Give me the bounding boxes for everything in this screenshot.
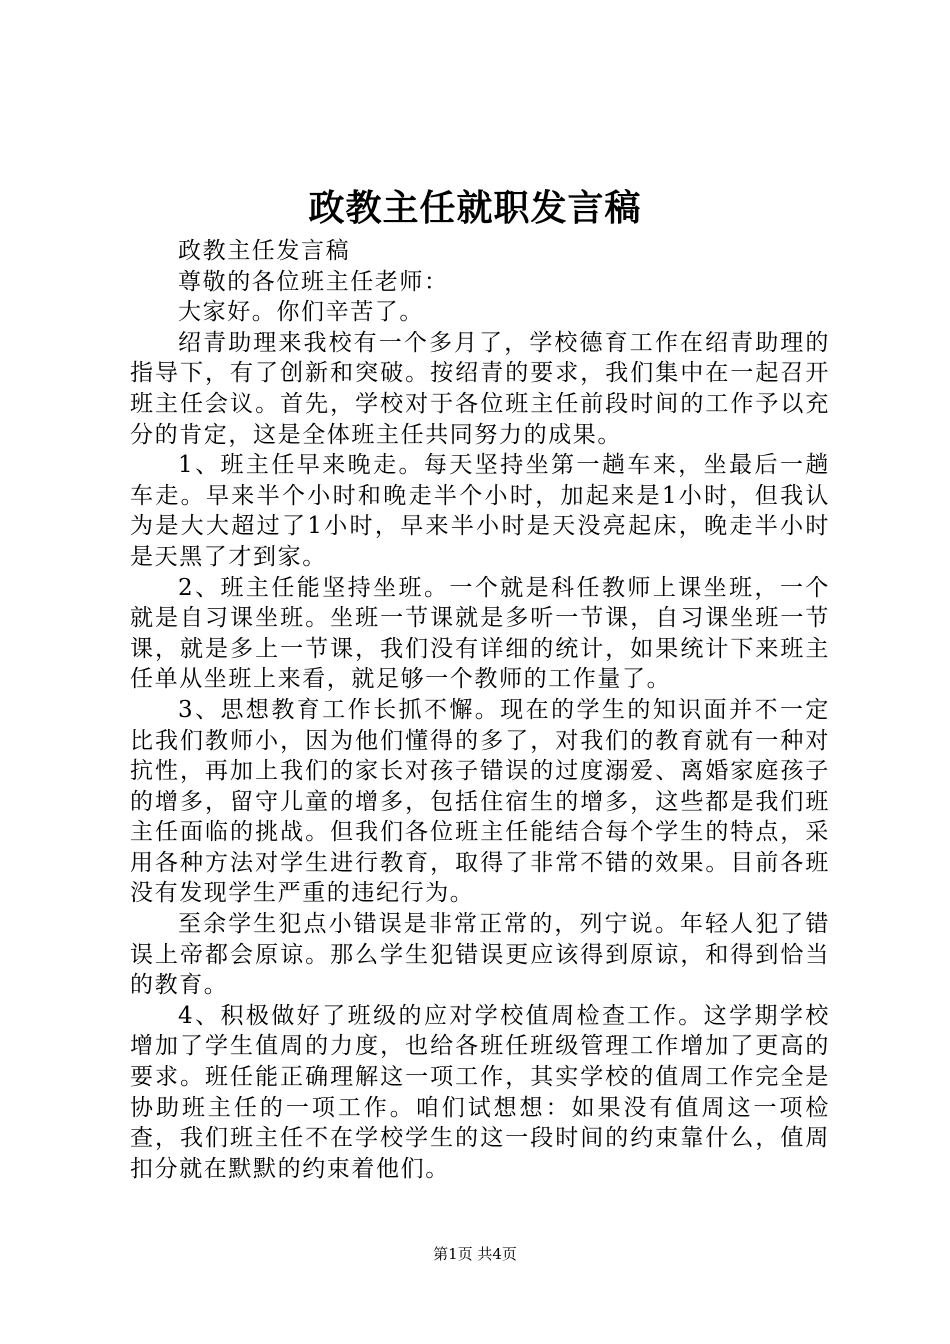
- paragraph-intro: 绍青助理来我校有一个多月了，学校德育工作在绍青助理的指导下，有了创新和突破。按绍青的要求，我们集中在一起召开班主任会议。首先，学校对于各位班主任前段时间的工作予以充分的肯定，这是全体班主任共同努力的成果。: [130, 329, 830, 448]
- paragraph-point-1: 1、班主任早来晚走。每天坚持坐第一趟车来，坐最后一趟车走。早来半个小时和晚走半个小时，加起来是1小时，但我认为是大大超过了1小时，早来半小时是天没亮起床，晚走半小时是天黑了才到家。: [130, 452, 830, 570]
- paragraph-point-3: 3、思想教育工作长抓不懈。现在的学生的知识面并不一定比我们教师小，因为他们懂得的多了，对我们的教育就有一种对抗性，再加上我们的家长对孩子错误的过度溺爱、离婚家庭孩子的增多，留守儿童的增多，包括住宿生的增多，这些都是我们班主任面临的挑战。但我们各位班主任能结合每个学生的特点，采用各种方法对学生进行教育，取得了非常不错的效果。目前各班没有发现学生严重的违纪行为。: [130, 696, 830, 907]
- paragraph-salutation: 尊敬的各位班主任老师：: [178, 268, 449, 295]
- paragraph-point-3-note: 至余学生犯点小错误是非常正常的，列宁说。年轻人犯了错误上帝都会原谅。那么学生犯错误更应该得到原谅，和得到恰当的教育。: [130, 911, 830, 999]
- page-footer: 第1页 共4页: [433, 1245, 517, 1263]
- paragraph-greeting: 大家好。你们辛苦了。: [178, 299, 424, 326]
- paragraph-heading: 政教主任发言稿: [178, 238, 351, 264]
- paragraph-point-2: 2、班主任能坚持坐班。一个就是科任教师上课坐班，一个就是自习课坐班。坐班一节课就是多听一节课，自习课坐班一节课，就是多上一节课，我们没有详细的统计，如果统计下来班主任单从坐班上来看，就足够一个教师的工作量了。: [130, 574, 830, 693]
- paragraph-point-4: 4、积极做好了班级的应对学校值周检查工作。这学期学校增加了学生值周的力度，也给各班任班级管理工作增加了更高的要求。班任能正确理解这一项工作，其实学校的值周工作完全是协助班主任的一项工作。咱们试想想：如果没有值周这一项检查，我们班主任不在学校学生的这一段时间的约束靠什么，值周扣分就在默默的约束着他们。: [130, 1002, 830, 1182]
- document-title: 政教主任就职发言稿: [308, 187, 642, 229]
- document-body: [130, 236, 830, 1184]
